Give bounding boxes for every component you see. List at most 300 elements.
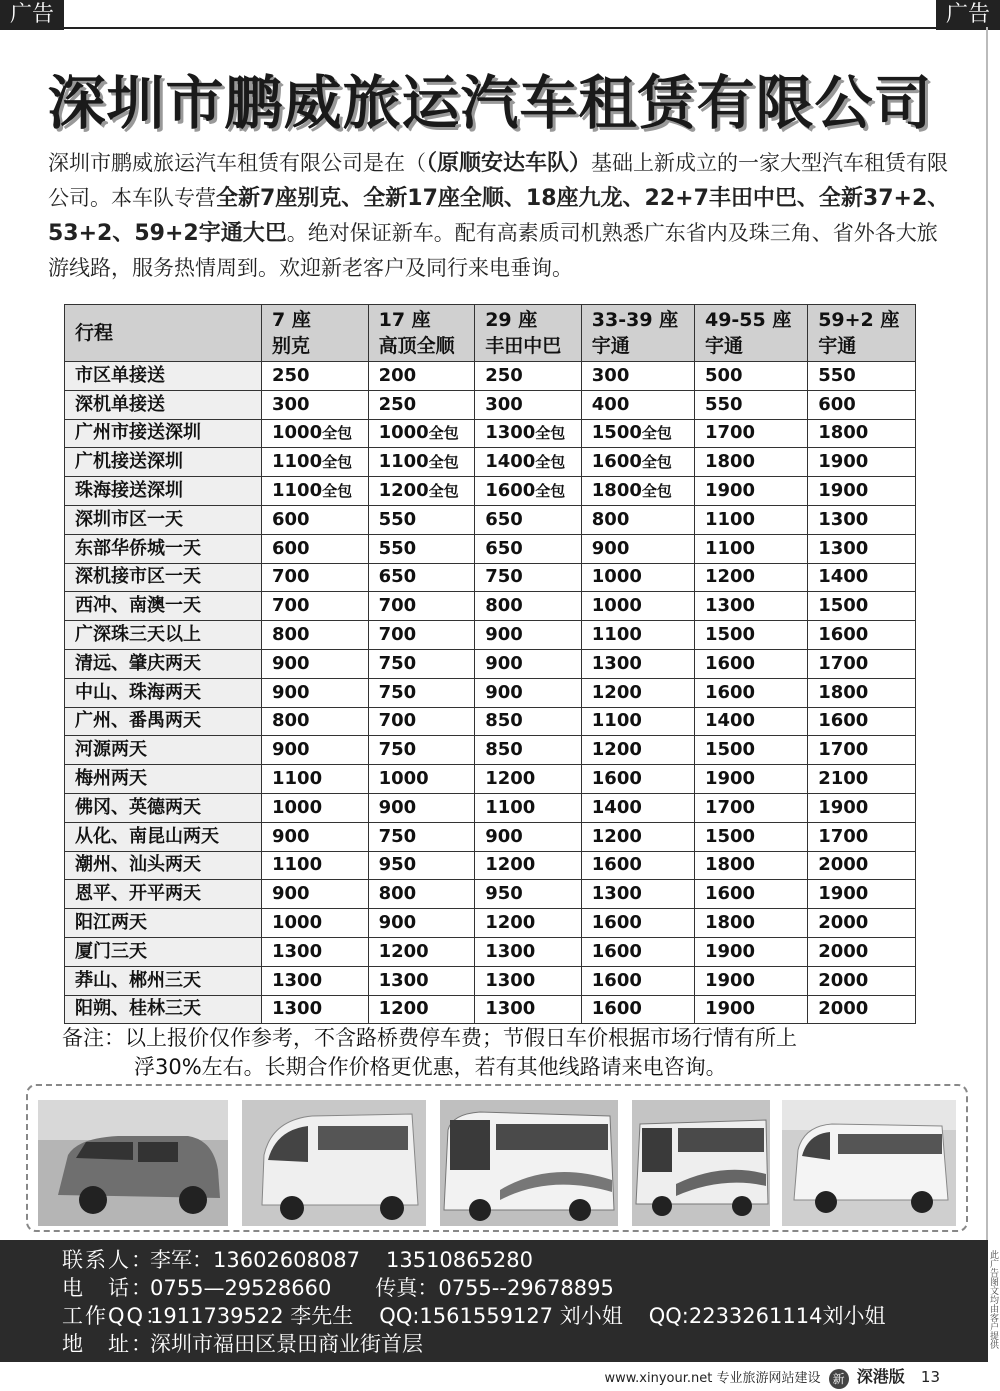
price-value: 1200	[378, 940, 429, 962]
vehicle-photo-strip	[26, 1084, 968, 1232]
price-value: 1700	[818, 825, 869, 847]
intro-paragraph	[48, 146, 953, 285]
price-cell	[694, 477, 807, 506]
large-bus-image	[632, 1100, 770, 1226]
fax: 传真：0755--29678895	[375, 1276, 614, 1300]
price-cell	[475, 851, 582, 880]
route-cell: 清远、肇庆两天	[65, 649, 262, 678]
price-value: 1100	[272, 854, 323, 876]
price-value: 1100	[378, 451, 429, 473]
table-row	[65, 505, 916, 534]
price-value: 500	[704, 364, 743, 386]
footer-edition: 深港版	[856, 1367, 905, 1386]
price-cell	[808, 477, 916, 506]
all-inclusive-label: 全包	[322, 424, 353, 443]
price-value: 1300	[485, 969, 536, 991]
price-cell	[475, 621, 582, 650]
price-value: 2000	[818, 969, 869, 991]
route-cell: 莽山、郴州三天	[65, 966, 262, 995]
price-value: 1000	[591, 595, 642, 617]
price-value: 900	[272, 825, 310, 847]
price-value: 900	[485, 681, 523, 703]
contact-band	[0, 1240, 988, 1362]
price-value: 1000	[272, 422, 323, 444]
price-cell	[368, 621, 475, 650]
minibus-image	[782, 1100, 956, 1226]
price-value: 550	[818, 364, 856, 386]
price-value: 1800	[704, 451, 756, 473]
price-value: 1000	[272, 912, 323, 934]
route-cell: 潮州、汕头两天	[65, 851, 262, 880]
price-cell	[694, 563, 807, 592]
price-cell	[368, 592, 475, 621]
price-cell	[475, 362, 582, 391]
table-row	[65, 390, 916, 419]
price-value: 1900	[704, 940, 756, 962]
price-cell	[262, 419, 369, 448]
price-cell	[368, 765, 475, 794]
table-row	[65, 851, 916, 880]
price-cell	[581, 448, 694, 477]
price-cell	[262, 678, 369, 707]
price-cell	[475, 707, 582, 736]
price-cell	[581, 390, 694, 419]
price-cell	[368, 736, 475, 765]
price-table-body	[65, 362, 916, 1024]
header-29-seat: 29 座 丰田中巴	[475, 305, 582, 362]
price-cell	[581, 678, 694, 707]
price-cell	[694, 937, 807, 966]
price-cell	[694, 765, 807, 794]
table-row	[65, 880, 916, 909]
price-cell	[694, 678, 807, 707]
all-inclusive-label: 全包	[535, 482, 566, 501]
price-value: 1300	[704, 595, 756, 617]
price-value: 1000	[378, 768, 429, 790]
price-value: 1200	[378, 480, 429, 502]
price-value: 600	[818, 393, 856, 415]
all-inclusive-label: 全包	[428, 482, 459, 501]
price-value: 1100	[272, 480, 323, 502]
table-row	[65, 621, 916, 650]
price-cell	[694, 995, 807, 1024]
price-cell	[694, 851, 807, 880]
price-value: 1200	[591, 825, 642, 847]
side-vertical-note: 此广告图文均由客户提供	[988, 1250, 998, 1349]
price-cell	[694, 822, 807, 851]
ad-tag-left: 广告	[0, 0, 64, 30]
all-inclusive-label: 全包	[535, 424, 566, 443]
all-inclusive-label: 全包	[535, 453, 566, 472]
route-cell: 深机接市区一天	[65, 563, 262, 592]
route-cell: 梅州两天	[65, 765, 262, 794]
price-cell	[475, 505, 582, 534]
price-value: 800	[591, 508, 630, 530]
footer-site: www.xinyour.net 专业旅游网站建设	[604, 1371, 821, 1386]
price-cell	[581, 822, 694, 851]
publisher-logo-icon: 新	[829, 1369, 849, 1389]
price-value: 1900	[818, 883, 869, 905]
price-value: 600	[272, 508, 310, 530]
price-value: 1300	[272, 969, 323, 991]
price-cell	[694, 649, 807, 678]
all-inclusive-label: 全包	[428, 424, 459, 443]
price-value: 1900	[704, 998, 756, 1020]
price-cell	[368, 880, 475, 909]
price-cell	[694, 390, 807, 419]
route-cell: 中山、珠海两天	[65, 678, 262, 707]
price-value: 2000	[818, 998, 869, 1020]
price-cell	[368, 707, 475, 736]
price-cell	[694, 448, 807, 477]
price-cell	[262, 649, 369, 678]
price-value: 1300	[591, 652, 642, 674]
header-7-seat: 7 座 别克	[262, 305, 369, 362]
price-cell	[368, 937, 475, 966]
price-cell	[262, 937, 369, 966]
table-row	[65, 995, 916, 1024]
van-image	[242, 1100, 426, 1226]
table-row	[65, 362, 916, 391]
price-cell	[581, 563, 694, 592]
price-cell	[262, 909, 369, 938]
price-cell	[694, 707, 807, 736]
contact-person-label: 联系人：	[62, 1248, 154, 1272]
price-value: 1500	[704, 825, 756, 847]
price-value: 1200	[591, 739, 642, 761]
price-cell	[475, 765, 582, 794]
price-cell	[581, 765, 694, 794]
price-value: 1900	[704, 969, 756, 991]
price-cell	[262, 707, 369, 736]
price-value: 850	[485, 739, 523, 761]
photo-coach-bus	[440, 1100, 618, 1226]
price-cell	[808, 678, 916, 707]
price-cell	[475, 995, 582, 1024]
price-cell	[694, 534, 807, 563]
price-cell	[368, 678, 475, 707]
price-cell	[581, 592, 694, 621]
address-line	[62, 1328, 423, 1358]
price-value: 1600	[704, 652, 756, 674]
price-cell	[808, 765, 916, 794]
header-59-2-seat: 59+2 座 宇通	[808, 305, 916, 362]
remark	[62, 1024, 942, 1082]
price-value: 1400	[818, 566, 869, 588]
qq-1: 1911739522 李先生	[150, 1304, 354, 1328]
header-49-55-seat: 49-55 座 宇通	[694, 305, 807, 362]
price-value: 1200	[378, 998, 429, 1020]
route-cell: 佛冈、英德两天	[65, 793, 262, 822]
price-cell	[475, 534, 582, 563]
price-value: 1600	[704, 681, 756, 703]
price-value: 200	[378, 364, 417, 386]
price-value: 1200	[591, 681, 642, 703]
price-value: 1500	[704, 624, 756, 646]
price-value: 1300	[485, 940, 536, 962]
photo-minivan	[38, 1100, 228, 1226]
price-value: 550	[704, 393, 743, 415]
price-value: 650	[378, 566, 417, 588]
qq-3: QQ:2233261114刘小姐	[648, 1304, 886, 1328]
price-value: 900	[485, 825, 523, 847]
price-value: 1900	[818, 451, 869, 473]
telephone: 0755—29528660	[150, 1276, 332, 1300]
route-cell: 河源两天	[65, 736, 262, 765]
price-cell	[475, 678, 582, 707]
price-cell	[475, 419, 582, 448]
price-cell	[475, 592, 582, 621]
price-cell	[262, 362, 369, 391]
price-value: 1300	[485, 998, 536, 1020]
price-cell	[262, 966, 369, 995]
table-row	[65, 592, 916, 621]
table-row	[65, 736, 916, 765]
price-cell	[581, 707, 694, 736]
price-cell	[581, 937, 694, 966]
price-value: 1100	[591, 710, 642, 732]
price-cell	[368, 995, 475, 1024]
price-cell	[475, 880, 582, 909]
price-cell	[475, 909, 582, 938]
price-value: 900	[272, 681, 310, 703]
contact-phone-2: 13510865280	[385, 1248, 533, 1272]
price-cell	[694, 966, 807, 995]
price-cell	[262, 880, 369, 909]
table-header-row	[65, 305, 916, 362]
price-cell	[262, 822, 369, 851]
price-value: 1600	[704, 883, 756, 905]
intro-text-3: 。绝对保证新车。配有高素质司机熟悉广东省内及珠三角、省外各大旅游线路，服务热情周到。欢迎新老客户及同行来电垂询。	[48, 221, 938, 280]
qq-2: QQ:1561559127 刘小姐	[379, 1304, 623, 1328]
route-cell: 恩平、开平两天	[65, 880, 262, 909]
price-value: 1600	[591, 854, 642, 876]
price-value: 1900	[704, 480, 756, 502]
route-cell: 市区单接送	[65, 362, 262, 391]
price-cell	[262, 621, 369, 650]
price-value: 1900	[818, 480, 869, 502]
intro-text-2: 基础上新成立的一家大型汽车租赁有限公司。本车队专营	[48, 151, 949, 210]
price-value: 1100	[704, 508, 756, 530]
side-rule	[986, 27, 988, 1351]
price-value: 1700	[704, 422, 756, 444]
price-cell	[262, 448, 369, 477]
price-value: 650	[485, 537, 523, 559]
price-value: 1600	[485, 480, 536, 502]
price-cell	[808, 707, 916, 736]
price-value: 300	[272, 393, 310, 415]
price-cell	[262, 736, 369, 765]
price-cell	[581, 736, 694, 765]
price-value: 800	[272, 710, 310, 732]
price-cell	[581, 880, 694, 909]
price-value: 1200	[485, 854, 536, 876]
table-row	[65, 649, 916, 678]
price-cell	[694, 880, 807, 909]
price-cell	[262, 505, 369, 534]
price-value: 2100	[818, 768, 869, 790]
price-cell	[581, 362, 694, 391]
price-value: 1600	[818, 710, 869, 732]
photo-minibus	[782, 1100, 956, 1226]
price-value: 2000	[818, 940, 869, 962]
price-cell	[694, 736, 807, 765]
table-row	[65, 448, 916, 477]
table-row	[65, 534, 916, 563]
price-value: 1300	[591, 883, 642, 905]
price-value: 900	[485, 624, 523, 646]
price-value: 650	[485, 508, 523, 530]
price-cell	[262, 851, 369, 880]
price-cell	[262, 477, 369, 506]
price-cell	[808, 822, 916, 851]
price-value: 1800	[704, 854, 756, 876]
price-value: 900	[591, 537, 630, 559]
minivan-image	[38, 1100, 228, 1226]
price-value: 1700	[818, 739, 869, 761]
price-value: 1500	[704, 739, 756, 761]
price-cell	[368, 909, 475, 938]
price-cell	[262, 765, 369, 794]
route-cell: 广州、番禺两天	[65, 707, 262, 736]
price-value: 900	[272, 652, 310, 674]
ad-tag-right: 广告	[936, 0, 1000, 30]
price-cell	[808, 563, 916, 592]
page-footer	[604, 1364, 940, 1389]
header-33-39-seat: 33-39 座 宇通	[581, 305, 694, 362]
price-cell	[368, 793, 475, 822]
table-row	[65, 966, 916, 995]
price-cell	[581, 419, 694, 448]
route-cell: 东部华侨城一天	[65, 534, 262, 563]
route-cell: 阳江两天	[65, 909, 262, 938]
route-cell: 从化、南昆山两天	[65, 822, 262, 851]
address: 深圳市福田区景田商业街首层	[150, 1332, 423, 1356]
price-cell	[368, 505, 475, 534]
price-value: 750	[378, 681, 417, 703]
price-value: 1800	[818, 681, 869, 703]
price-cell	[581, 909, 694, 938]
price-value: 750	[485, 566, 523, 588]
table-row	[65, 793, 916, 822]
table-row	[65, 765, 916, 794]
price-value: 1400	[591, 796, 642, 818]
all-inclusive-label: 全包	[322, 482, 353, 501]
price-value: 1400	[485, 451, 536, 473]
route-cell: 西冲、南澳一天	[65, 592, 262, 621]
price-cell	[581, 505, 694, 534]
price-cell	[368, 649, 475, 678]
price-cell	[475, 793, 582, 822]
price-value: 800	[272, 624, 310, 646]
price-cell	[368, 563, 475, 592]
price-value: 1000	[591, 566, 642, 588]
contact-person-line	[62, 1244, 533, 1274]
page-number: 13	[920, 1368, 940, 1386]
price-value: 1600	[591, 451, 642, 473]
price-value: 1100	[272, 451, 323, 473]
price-value: 250	[485, 364, 523, 386]
coach-bus-image	[440, 1100, 618, 1226]
price-cell	[475, 563, 582, 592]
table-row	[65, 419, 916, 448]
price-value: 400	[591, 393, 630, 415]
table-row	[65, 707, 916, 736]
price-value: 1400	[704, 710, 756, 732]
price-cell	[475, 937, 582, 966]
price-value: 800	[378, 883, 417, 905]
price-cell	[262, 390, 369, 419]
price-cell	[808, 966, 916, 995]
price-value: 1900	[704, 768, 756, 790]
remark-line-1: 备注：以上报价仅作参考，不含路桥费停车费；节假日车价根据市场行情有所上	[62, 1026, 797, 1050]
price-cell	[262, 592, 369, 621]
address-label: 地 址：	[62, 1332, 154, 1356]
price-value: 950	[485, 883, 523, 905]
all-inclusive-label: 全包	[428, 453, 459, 472]
table-row	[65, 678, 916, 707]
price-value: 1800	[818, 422, 869, 444]
company-title: 深圳市鹏威旅运汽车租赁有限公司	[47, 69, 933, 137]
qq-label: 工作QQ：	[62, 1304, 169, 1328]
price-value: 700	[272, 566, 310, 588]
price-cell	[368, 851, 475, 880]
price-value: 1700	[704, 796, 756, 818]
price-value: 1500	[818, 595, 869, 617]
price-value: 950	[378, 854, 417, 876]
price-cell	[581, 534, 694, 563]
price-value: 1300	[818, 508, 869, 530]
header-17-seat: 17 座 高顶全顺	[368, 305, 475, 362]
price-cell	[475, 736, 582, 765]
price-cell	[808, 505, 916, 534]
price-value: 1700	[818, 652, 869, 674]
price-value: 1300	[818, 537, 869, 559]
table-row	[65, 937, 916, 966]
table-row	[65, 563, 916, 592]
price-value: 900	[378, 796, 417, 818]
price-value: 1100	[591, 624, 642, 646]
price-value: 1600	[591, 768, 642, 790]
price-cell	[475, 448, 582, 477]
all-inclusive-label: 全包	[641, 424, 672, 443]
price-value: 900	[378, 912, 417, 934]
price-value: 1300	[378, 969, 429, 991]
price-value: 1300	[272, 998, 323, 1020]
price-value: 1600	[591, 998, 642, 1020]
price-value: 1200	[704, 566, 756, 588]
price-cell	[262, 793, 369, 822]
price-cell	[808, 995, 916, 1024]
price-cell	[694, 793, 807, 822]
price-cell	[581, 995, 694, 1024]
intro-bold-2: 全新7座别克、全新17座全顺、18座九龙、22+7丰田中巴、全新37+2、53+2、59+2宇通大巴	[48, 186, 950, 246]
route-cell: 珠海接送深圳	[65, 477, 262, 506]
price-cell	[581, 477, 694, 506]
price-cell	[808, 851, 916, 880]
header-route: 行程	[65, 305, 262, 362]
price-cell	[694, 419, 807, 448]
table-row	[65, 822, 916, 851]
qq-line	[62, 1300, 885, 1330]
price-value: 300	[591, 364, 630, 386]
price-cell	[808, 419, 916, 448]
price-value: 1600	[818, 624, 869, 646]
price-value: 2000	[818, 854, 869, 876]
top-rule	[54, 27, 938, 29]
price-value: 850	[485, 710, 523, 732]
price-value: 1000	[272, 796, 323, 818]
